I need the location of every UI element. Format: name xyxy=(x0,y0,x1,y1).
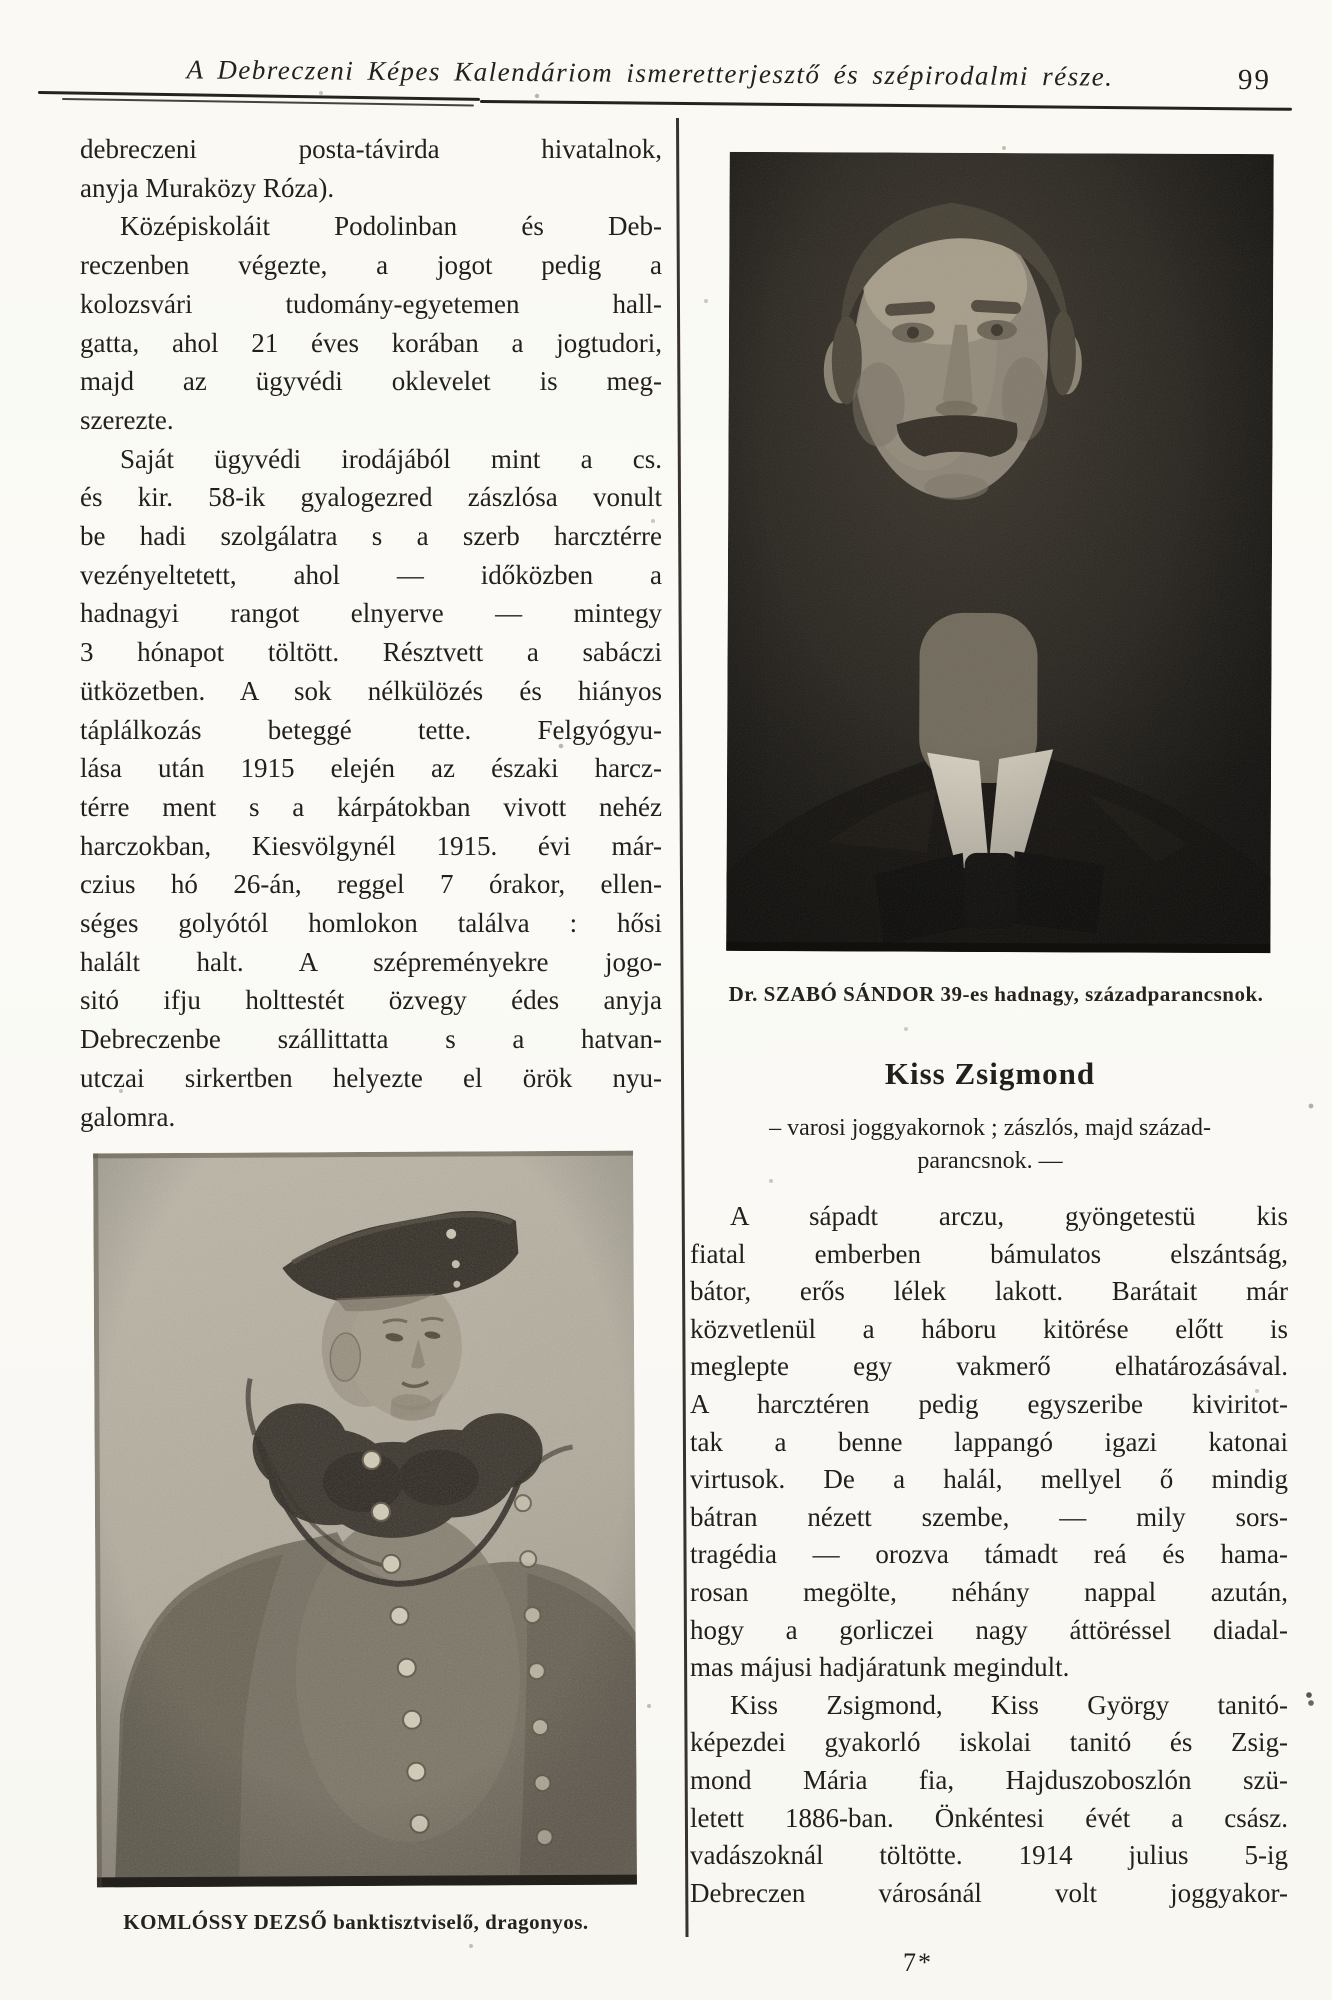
text-line: virtusok. De a halál, mellyel ő mindig xyxy=(690,1464,1288,1495)
text-line: anyja Muraközy Róza). xyxy=(80,172,335,203)
text-line: halált halt. A szépreményekre jogo- xyxy=(80,946,662,977)
text-line: tak a benne lappangó igazi katonai xyxy=(690,1426,1288,1457)
article-title: Kiss Zsigmond xyxy=(884,1056,1096,1091)
text-line: Debreczen városánál volt joggyakor- xyxy=(690,1877,1288,1908)
text-line: képezdei gyakorló iskolai tanitó és Zsig- xyxy=(690,1727,1288,1758)
text-line: Középiskoláit Podolinban és Deb- xyxy=(120,211,662,242)
text-line: majd az ügyvédi oklevelet is meg- xyxy=(80,366,662,397)
text-line: és kir. 58-ik gyalogezred zászlósa vonult xyxy=(80,482,662,513)
portrait-photo-szabo-sandor xyxy=(726,152,1273,953)
photo-caption-komlossy: KOMLÓSSY DEZSŐ banktisztviselő, dragonyos. xyxy=(123,1910,589,1934)
text-line: térre ment s a kárpátokban vivott nehéz xyxy=(80,791,662,822)
text-line: vezényeltetett, ahol — időközben a xyxy=(80,559,662,590)
text-line: lása után 1915 elején az északi harcz- xyxy=(80,753,662,784)
text-line: mas májusi hadjáratunk megindult. xyxy=(690,1652,1070,1683)
header-rule-right xyxy=(480,100,1292,111)
text-line: czius hó 26-án, reggel 7 órakor, ellen- xyxy=(80,869,662,900)
text-line: közvetlenül a háboru kitörése előtt is xyxy=(690,1313,1288,1344)
portrait-photo-komlossy-dezso xyxy=(93,1151,637,1888)
text-line: reczenben végezte, a jogot pedig a xyxy=(80,250,662,281)
text-line: galomra. xyxy=(80,1101,176,1132)
text-line: be hadi szolgálatra s a szerb harcztérre xyxy=(80,521,662,552)
left-text-column xyxy=(80,130,662,1136)
text-line: bátor, erős lélek lakott. Barátait már xyxy=(690,1276,1288,1307)
text-line: harczokban, Kiesvölgynél 1915. évi már- xyxy=(80,830,662,861)
text-line: Kiss Zsigmond, Kiss György tanitó- xyxy=(730,1689,1288,1720)
photo-caption-szabo: Dr. SZABÓ SÁNDOR 39-es hadnagy, századparancsnok. xyxy=(728,982,1264,1006)
scan-speckles xyxy=(0,0,2,2)
text-line: debreczeni posta-távirda hivatalnok, xyxy=(80,134,662,164)
text-line: sitó ifju holttestét özvegy édes anyja xyxy=(80,985,662,1016)
portrait-photo-szabo-graphic xyxy=(726,152,1273,953)
text-line: szerezte. xyxy=(80,404,174,435)
article-subtitle-line: – varosi joggyakornok ; zászlós, majd század- xyxy=(769,1115,1211,1141)
text-line: letett 1886-ban. Önkéntesi évét a csász. xyxy=(690,1802,1288,1833)
text-line: Debreczenbe szállittatta s a hatvan- xyxy=(80,1024,662,1055)
page-header-title: A Debreczeni Képes Kalendáriom ismeretterjesztő és szépirodalmi része. xyxy=(186,54,1114,92)
portrait-photo-komlossy-graphic xyxy=(93,1151,637,1888)
text-line: tragédia — orozva támadt reá és hama- xyxy=(690,1539,1288,1570)
text-line: hadnagyi rangot elnyerve — mintegy xyxy=(80,598,662,629)
text-line: meglepte egy vakmerő elhatározásával. xyxy=(690,1351,1288,1382)
page-number: 99 xyxy=(1237,63,1272,97)
text-line: kolozsvári tudomány-egyetemen hall- xyxy=(80,288,662,319)
article-subtitle xyxy=(674,1112,1306,1178)
text-line: 3 hónapot töltött. Résztvett a sabáczi xyxy=(80,637,662,668)
text-line: táplálkozás beteggé tette. Felgyógyu- xyxy=(80,714,662,745)
text-line: A sápadt arczu, gyöngetestü kis xyxy=(730,1201,1288,1231)
text-line: ütközetben. A sok nélkülözés és hiányos xyxy=(80,675,662,706)
text-line: hogy a gorliczei nagy áttöréssel diadal- xyxy=(690,1614,1288,1645)
text-line: vadászoknál töltötte. 1914 julius 5-ig xyxy=(690,1840,1288,1871)
right-text-column xyxy=(690,1198,1288,1912)
column-divider-rule xyxy=(676,118,688,1937)
text-line: fiatal emberben bámulatos elszántság, xyxy=(690,1238,1288,1269)
text-line: Saját ügyvédi irodájából mint a cs. xyxy=(120,443,662,474)
text-line: A harcztéren pedig egyszeribe kiviritot- xyxy=(690,1388,1288,1419)
printer-signature-mark: 7* xyxy=(903,1948,933,1977)
text-line: mond Mária fia, Hajduszoboszlón szü- xyxy=(690,1764,1288,1795)
text-line: utczai sirkertben helyezte el örök nyu- xyxy=(80,1062,662,1093)
article-subtitle-line: parancsnok. — xyxy=(917,1148,1063,1174)
text-line: séges golyótól homlokon találva : hősi xyxy=(80,908,662,939)
text-line: bátran nézett szembe, — mily sors- xyxy=(690,1501,1288,1532)
text-line: gatta, ahol 21 éves korában a jogtudori, xyxy=(80,327,662,358)
text-line: rosan megölte, néhány nappal azután, xyxy=(690,1576,1288,1607)
